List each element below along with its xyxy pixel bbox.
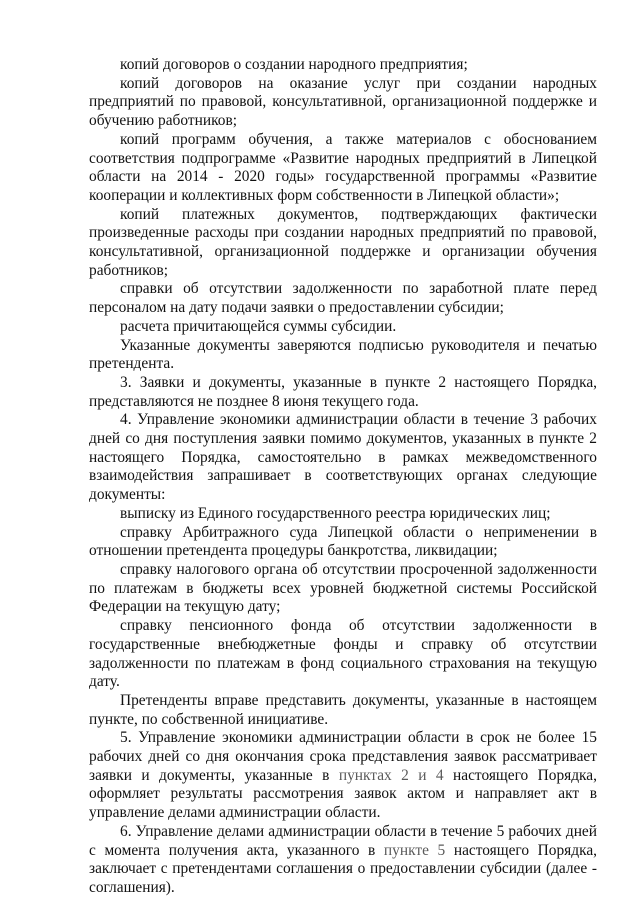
paragraph-text: настоящего Порядка, заключает с претендентами соглашения о предоставлении субсидии (далее - соглашения). bbox=[89, 841, 597, 896]
paragraph: справку Арбитражного суда Липецкой области о неприменении в отношении претендента процедуры банкротства, ликвидации; bbox=[89, 523, 597, 560]
paragraph: Претенденты вправе представить документы, указанные в настоящем пункте, по собственной инициативе. bbox=[89, 691, 597, 728]
paragraph: 4. Управление экономики администрации области в течение 3 рабочих дней со дня поступления заявки помимо документов, указанных в пункте 2 настоящего Порядка, самостоятельно в рамках межведомственного взаимодействия запрашивает в соответствующих органах следующие документы: bbox=[89, 411, 597, 504]
document-body bbox=[89, 56, 597, 898]
paragraph-text: 5. Управление экономики администрации области в срок не более 15 рабочих дней со дня окончания срока представления заявок рассматривает заявки и документы, указанные в bbox=[89, 729, 597, 784]
paragraph: справки об отсутствии задолженности по заработной плате перед персоналом на дату подачи заявки о предоставлении субсидии; bbox=[89, 280, 597, 317]
paragraph: копий программ обучения, а также материалов с обоснованием соответствия подпрограмме «Развитие народных предприятий в Липецкой области на 2014 - 2020 годы» государственной программы «Развитие кооперации и коллективных форм собственности в Липецкой области»; bbox=[89, 130, 597, 204]
paragraph bbox=[89, 823, 597, 898]
paragraph-text: настоящего Порядка, оформляет результаты рассмотрения заявок актом и направляет акт в управление делами администрации области. bbox=[89, 766, 597, 822]
paragraph: копий договоров на оказание услуг при создании народных предприятий по правовой, консультативной, организационной поддержке и обучению работников; bbox=[89, 74, 597, 130]
paragraph: Указанные документы заверяются подписью руководителя и печатью претендента. bbox=[89, 336, 597, 373]
paragraph: копий договоров о создании народного предприятия; bbox=[120, 56, 468, 73]
cross-reference-link[interactable]: пункте 5 bbox=[383, 841, 446, 859]
paragraph: расчета причитающейся суммы субсидии. bbox=[120, 317, 397, 335]
cross-reference-link[interactable]: пунктах 2 и 4 bbox=[338, 766, 444, 784]
paragraph: выписку из Единого государственного реестра юридических лиц; bbox=[120, 504, 551, 522]
paragraph bbox=[89, 729, 597, 823]
paragraph: копий платежных документов, подтверждающих фактически произведенные расходы при создании народных предприятий по правовой, консультативной, организационной поддержке и организации обучения работников; bbox=[89, 205, 597, 279]
paragraph: справку пенсионного фонда об отсутствии задолженности в государственные внебюджетные фонды и справку об отсутствии задолженности по платежам в фонд социального страхования на текущую дату. bbox=[89, 617, 597, 691]
paragraph-text: 6. Управление делами администрации области в течение 5 рабочих дней с момента получения акта, указанного в bbox=[89, 822, 597, 859]
paragraph: справку налогового органа об отсутствии просроченной задолженности по платежам в бюджеты всех уровней бюджетной системы Российской Федерации на текущую дату; bbox=[89, 560, 597, 616]
paragraph: 3. Заявки и документы, указанные в пункте 2 настоящего Порядка, представляются не позднее 8 июня текущего года. bbox=[89, 373, 597, 410]
